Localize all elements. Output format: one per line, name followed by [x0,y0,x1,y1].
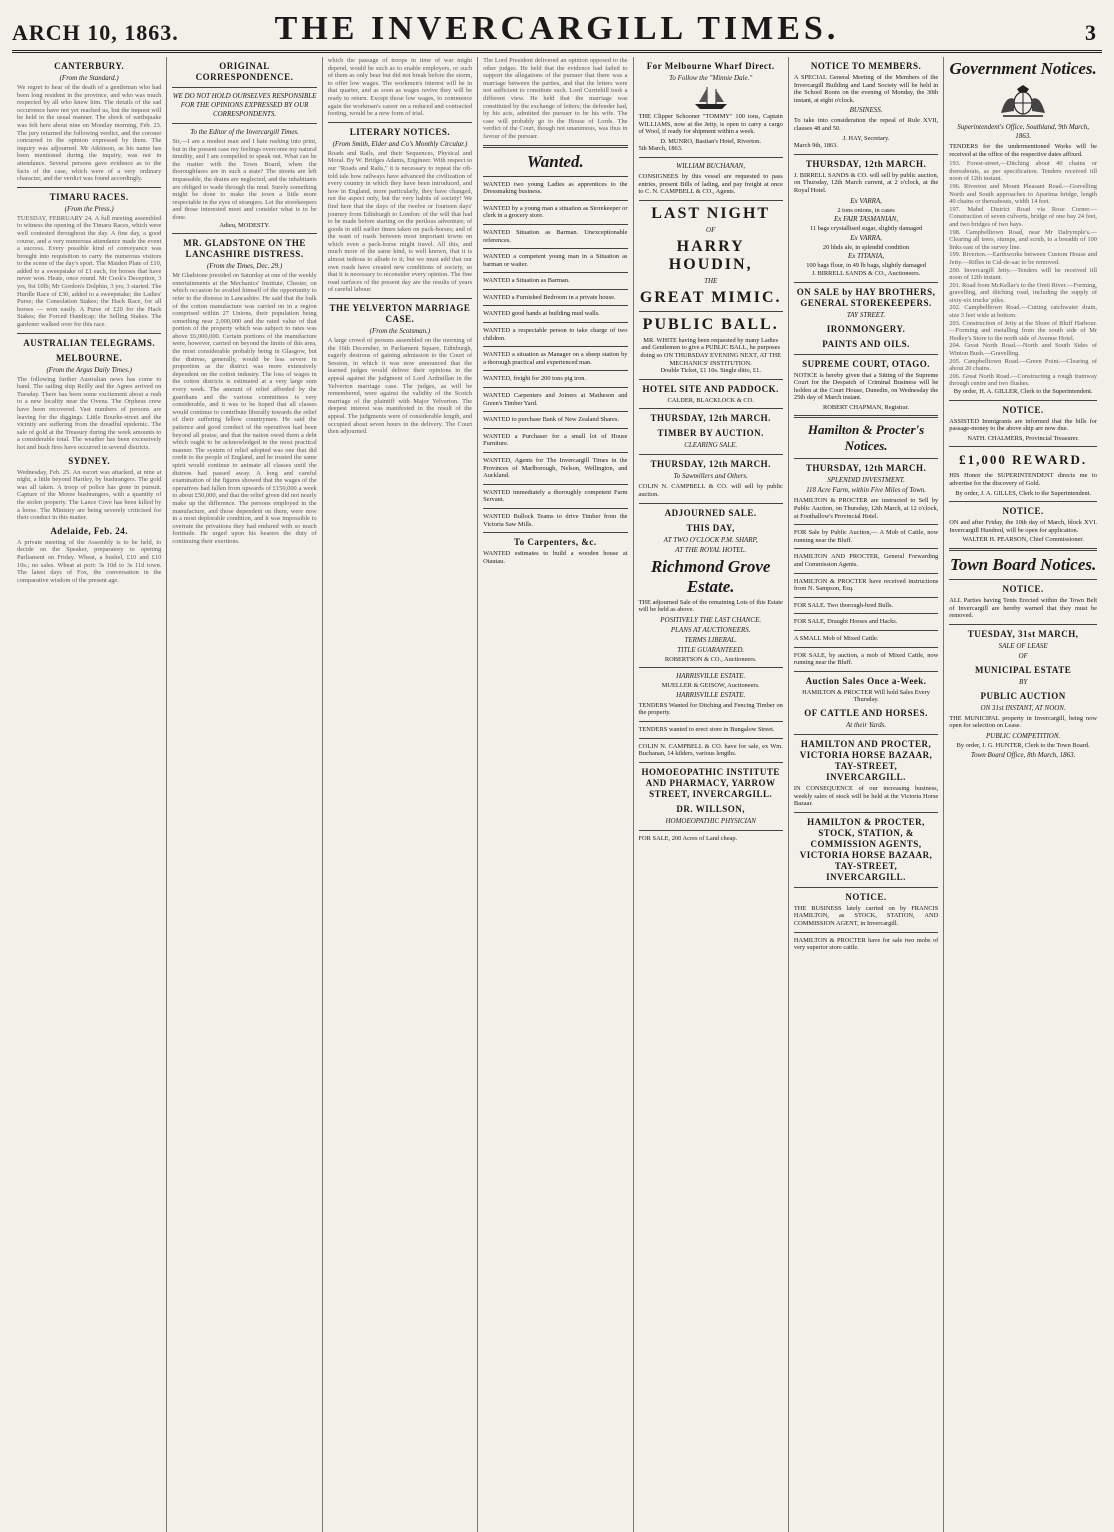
wanted-ad-10: WANTED, freight for 200 tons pig iron. [483,375,587,383]
campbell-sale: COLIN N. CAMPBELL & CO. have for sale, ex Wm. Buchanan, 14 kilders, various lengths. [638,742,783,758]
dr-willson: DR. WILLSON, [676,803,745,814]
ex-varra-2: Ex VARRA, [850,233,882,242]
hp-ad-9: HAMILTON & PROCTER Will hold Sales Every Thursday. [802,688,930,704]
wanted-ad-3: WANTED Situation as Barman. Unexceptionable references. [483,228,628,244]
business-hamilton: THE BUSINESS lately carried on by FRANCIS HAMILTON, as STOCK, STATION, AND COMMISSION AGENT, in Invercargill. [793,904,939,927]
municipal-text: THE MUNICIPAL property in Invercargill, being now open for selection on Lease. [949,714,1098,730]
richmond-text: THE adjourned Sale of the remaining Lots of this Estate will be held as above. [638,598,783,614]
newspaper-title: THE INVERCARGILL TIMES. [274,10,840,47]
wanted-ad-6: WANTED a Furnished Bedroom in a private house. [483,293,616,301]
heading-government-notices: Government Notices. [949,59,1097,78]
ex-titania-text: 100 bags flour, in 49 lb bags, slightly damaged [806,262,926,270]
hp-ad-1: HAMILTON & PROCTER are instructed to Sell by Public Auction, on Thursday, 12th March, at 12 o'clock, at Foothallow's Provincial Hotel. [793,497,939,520]
heading-town-board-notices: Town Board Notices. [950,554,1097,574]
ex-varra-1-text: 2 tons onions, in cases [837,206,895,214]
notice-members-text: A SPECIAL General Meeting of the Members of the Invercargill Building and Land Society will be held in the School Room on the evening of Monday, the 30th instant, at eight o'clock. [793,74,939,104]
race-results: TUESDAY, FEBRUARY 24. A full meeting assembled to witness the opening of the Timaru Races, which were well contested throughout the day. A fine day, a good course, and a very numerous attendance made the event a success. Every possible kind of conveyance was brought into requisition to carry the numerous visitors to the scene of the day's sport. The Maiden Plate of £10, added to a sweepstake of £1 each, for horses that have never won. Heats, once round. Mr Cook's Deception, 3 yrs, 9st 10lb; Mr Gordon's Dolphin, 3 yrs; 3 started. The Hurdle Race of £30, added to a sweepstake; the Ladies' Purse; the Consolation Stakes; the Hack Race, for all horses — won easily. A Purse of £20 for the Hack Stakes; the Forced Handicap; the Selling Stakes. The gardener walked over for this race. [17,214,162,329]
thursday-12th-march-2: THURSDAY, 12th MARCH. [650,459,771,470]
notice-1-text: ASSISTED Immigrants are informed that the bills for passage-money to the above ship are now due. [949,417,1098,433]
thursday-12-march-2: THURSDAY, 12th MARCH. [805,463,927,474]
wanted-ad-16: WANTED Bullock Teams to drive Timber from the Victoria Saw Mills. [483,512,628,528]
notice-3: NOTICE. [1002,583,1044,594]
word-the: THE [704,276,718,285]
column-5 [634,57,789,1532]
adelaide-telegrams: A private meeting of the Assembly is to be held, to decide on the Speaker, preparatory to opening Parliament on Friday. Wheat, a bushel, £10 and £10 10s.; no sales. Wheat at port: 3s 10d to 3s 11d town. The latest days of Fox, the conversation in the comparative wisdom of the present age. [17,538,162,584]
chalmers: NATH. CHALMERS, Provincial Treasurer. [967,434,1079,442]
hamilton-procter-notices: Hamilton & Procter's Notices. [807,422,925,454]
source-argus: (From the Argus Daily Times.) [46,365,132,374]
page-number: 3 [1085,20,1096,45]
hp-ad-2: FOR Sale by Public Auction,— A Mob of Cattle, now running near the Bluff. [793,529,939,544]
acre-farm: 118 Acre Farm, within Five Miles of Town. [806,486,927,495]
reward-1000: £1,000 REWARD. [959,452,1088,468]
literary-notices-text: Roads and Rails, and their Sequences, Physical and Moral. By W. Bridges Adams, Engineer. With respect to our "Roads and Rails," it is necessary to repeat the oft-told tale how railways have advanced the civilization of every country in which they have been introduced, and how in England, more particularly, they have changed, not the aspect only, but the very habits of society! We find here that the days of the twelve or fourteen days' journey from Edinburgh to London: of the will that had to be made before starting on the perilous adventure; of goods in still earlier times taken on pack-horses; and of the want of roads between most important towns on which even a pack-horse might travel. All this, and much more of the same kind, is well known, that it is almost tedious to allude to it; but we must add that our own roads have created new conditions of society, so that it is necessary to reconsider every opinion. The fine road surfaces of the present day are the results of years of careful labour. [327,149,473,294]
agent-munro: D. MUNRO, Bastian's Hotel, Riverton. [660,137,761,145]
ironmongery: IRONMONGERY. [826,323,906,334]
heading-melbourne-wharf: For Melbourne Wharf Direct. [646,61,775,71]
column-7 [944,57,1102,1532]
birrell-auctioneers: J. BIRRELL SANDS & CO., Auctioneers. [811,269,921,277]
to-sawmillers: To Sawmillers and Others. [673,472,748,481]
richmond-grove: Richmond Grove Estate. [650,556,771,596]
plans: PLANS AT AUCTIONEERS. [670,625,751,634]
ex-titania: Ex TITANIA, [848,252,885,261]
thursday-march-12: THURSDAY, 12th MARCH. [805,158,927,169]
heading-canterbury: CANTERBURY. [54,61,125,71]
column-3 [323,57,478,1532]
town-board-office: Town Board Office, 8th March, 1863. [970,750,1076,759]
word-of: OF [706,225,716,234]
ball-text: MR. WHITE having been requested by many Ladies and Gentlemen to give a PUBLIC BALL, he purposes doing so ON THURSDAY EVENING NEXT, AT THE MECHANICS' INSTITUTION. [640,336,782,367]
land-sale: FOR SALE, 200 Acres of Land cheap. [638,834,738,842]
notice-1: NOTICE. [1002,404,1044,415]
column-6 [789,57,944,1532]
letter-signature: Adieu, MODESTY. [219,221,270,229]
wanted-ad-5: WANTED a Situation as Barman. [483,277,570,285]
column-3-lead: which the passage of troops in time of war might depend, would be such as to enable employers, or such of them as only bear but did not break before the storm, to offer low wages. The workmen's interest will be in that quarter, and as soon as wages revive they will be ready to return. Except those low wages, to commence again the workman's career on a reduced and contracted footing, would be a new form of trial. [327,57,473,118]
body-text: We regret to hear of the death of a gentleman who had been long resident in the province, and who was much respected by all who knew him. The details of the sad occurrence have not yet reached us, but the inquest will be held in the usual manner. The shock of earthquake was felt here about nine on Monday morning, Feb. 23. The jury returned the following verdict, and the coroner concurred in the opinion expressed by them. The inquiry was adjourned. Mr Atkinson, as his name has been mentioned during the inquiry, was not in attendance. Several persons gave evidence as to the facts of the case, which were of a very ordinary character, and the verdict was found accordingly. [17,84,162,183]
wanted-ad-7: WANTED good hands at building mud walls. [483,310,600,318]
robert-chapman: ROBERT CHAPMAN, Registrar. [822,403,910,411]
tender-list: 193. Forest-street,—Ditching about 40 chains or thereabouts, as per specification. Tenders received till noon of 12th instant. 196. Riverton and Mount Pleasant Road.—Gravelling North and South approaches to Aparima bridge, length 40 chains or thereabouts, width 14 feet. 197. Mabel District Road via Rose Corner.—Construction of seven culverts, bridge of one bay 24 feet, and two bridges of two bays. 198. Campbelltown Road, near Mr Dalrymple's.—Clearing all trees, stumps, and scrub, to a breadth of 100 links east of the survey line. 199. Riverton.—Earthworks between Custom House and Jetty.—Rifles in Cul-de-sac to be removed. 200. Invercargill Jetty.—Tenders will be received till noon of 12th instant. 201. Road from McKellar's to the Oreti River.—Forming, gravelling, and ditching road, including the supply of sixty-six trucks' piles. 202. Campbelltown Road.—Cutting catchwater drain, size 3 feet wide at bottom. 203. Construction of Jetty at the Shore of Bluff Harbour.—Forming and metalling from the south side of Mr Hedley's Store to the north side of Avenue Hotel. 204. Great North Road.—North and South Sides of Winton Bush.—Gravelling. 205. Campbelltown Road.—Green Point.—Clearing of about 20 chains. 206. Great North Road.—Constructing a rough tramway through centre and two flushes. [949,160,1098,388]
hotel-site-paddock: HOTEL SITE AND PADDOCK. [642,383,779,394]
source-smith-elder: (From Smith, Elder and Co's Monthly Circular.) [332,139,468,148]
wanted-ad-2: WANTED by a young man a situation as Storekeeper or clerk in a grocery store. [483,204,628,220]
business-heading: BUSINESS. [849,106,883,115]
wanted-ad-15: WANTED immediately a thoroughly competent Farm Servant. [483,488,628,504]
municipal-estate: MUNICIPAL ESTATE [975,664,1072,675]
yelverton-continued: The Lord President delivered an opinion opposed to the other judges. He held that the evidence had failed to support the allegations of the pursuer that there was a marriage between the parties, and that the letters were not sufficient to constitute such. Lord Curriehill took a different view. He held that the marriage was constituted by the exchange of letters; the defender had, by his acts, admitted the pursuer to be his wife. The case will probably go to the House of Lords. The verdict of the Court, though not unanimous, was thus in favour of the pursuer. [483,57,628,140]
letter-body: Sir,—I am a modest man and I hate rushing into print, but in the present case my feelings overcome my natural timidity, and I am compelled to speak out. What can be the matter with the Town Board, when the thoroughfares are in such a state? The streets are left impassable, the drains are neglected, and the inhabitants are obliged to wade through the mud. Surely something might be done to make the town a little more respectable in the eyes of strangers. Let the storekeepers and those interested meet and consider what is to be done. [172,138,317,221]
yelverton-article: A large crowd of persons assembled on the morning of the 16th December, in Parliament Square, Edinburgh, eagerly desirous of gaining admission to the Court of Session, in which it was now announced that the learned judges would deliver their opinions in the appeal against the judgment of Lord Ardmillan in the Yelverton marriage case. The judges, as will be remembered, were against the validity of the Scotch marriage of the plaintiff with Major Yelverton. The deepest interest was manifested in the result of the appeal. The judgments were of considerable length, and occupied about seven hours in the delivery. The Court then adjourned. [327,337,473,436]
hp-ad-4: HAMILTON & PROCTER have received instructions from N. Sampson, Esq. [793,577,939,593]
heading-australian-telegrams: AUSTRALIAN TELEGRAMS. [23,337,156,348]
business-text: To take into consideration the repeal of Rule XVII, clauses 48 and 50. [793,117,939,132]
calder-blacklock: CALDER, BLACKLOCK & CO. [667,396,754,404]
notice-2-text: ON and after Friday, the 10th day of March, block XVI. Invercargill Hundred, will be open for application. [949,519,1098,534]
ex-fair-tasmanian-text: 11 bags crystallised sugar, slightly damaged [809,225,923,233]
birrell-sands-auction: J. BIRRELL SANDS & CO. will sell by public auction, on Thursday, 12th March current, at 2 o'clock, at the Royal Hotel. [793,171,939,194]
supreme-court: SUPREME COURT, OTAGO. [802,358,930,369]
heading-yelverton-marriage: THE YELVERTON MARRIAGE CASE. [329,303,471,325]
heading-wanted: Wanted. [526,151,584,171]
hp-ad-11: HAMILTON & PROCTER have for sale two mobs of very superior store cattle. [793,936,939,952]
harrisville-2: HARRISVILLE ESTATE. [676,690,746,699]
wanted-ad-14: WANTED, Agents for The Invercargill Times in the Provinces of Marlborough, Nelson, Wellington, and Auckland. [483,457,628,480]
source-times: (From the Times, Dec. 29.) [206,262,283,271]
two-oclock: AT TWO O'CLOCK P.M. SHARP, [663,535,758,544]
campbell-auction: COLIN N. CAMPBELL & CO. will sell by public auction. [638,483,783,498]
robertson: ROBERTSON & CO., Auctioneers. [664,655,757,663]
wanted-ad-4: WANTED a competent young man in a Situation as barman or waiter. [483,253,628,268]
royal-hotel: AT THE ROYAL HOTEL. [675,545,747,554]
notice-2: NOTICE. [1002,506,1044,517]
victoria-bazaar: HAMILTON AND PROCTER, VICTORIA HORSE BAZAAR, TAY-STREET, INVERCARGILL. [799,738,933,782]
clearing-sale: CLEARING SALE. [684,441,738,450]
heading-literary-notices: LITERARY NOTICES. [349,126,451,137]
timber-auction: TIMBER BY AUCTION. [657,428,764,439]
tenders-works: TENDERS for the undermentioned Works will be received at the office of the respective dates affixed. [949,143,1098,158]
mueller-geisow: MUELLER & GEISOW, Auctioneers. [661,682,760,690]
public-competition: PUBLIC COMPETITION. [985,731,1061,740]
great-mimic: GREAT MIMIC. [639,288,782,306]
homoeopathic: HOMOEOPATHIC INSTITUTE AND PHARMACY, YARROW STREET, INVERCARGILL. [641,766,780,799]
consignees-notice: CONSIGNEES by this vessel are requested to pass entries, present Bills of lading, and pay freight at once to C. N. CAMPBELL & CO., Agents. [638,172,783,196]
public-auction: PUBLIC AUCTION [980,690,1066,701]
heading-original-correspondence: ORIGINAL CORRESPONDENCE. [195,61,294,82]
cattle-horses: OF CATTLE AND HORSES. [804,707,928,718]
notice-3-text: ALL Parties having Tents Erected within the Town Belt of Invercargill are hereby warned that they must be removed. [949,596,1098,620]
wanted-ad-11: WANTED Carpenters and Joiners at Matheson and Green's Timber Yard. [483,392,628,407]
source-standard: (From the Standard.) [59,74,119,82]
march-9th: March 9th, 1863. [793,142,838,150]
word-by: BY [1019,677,1028,686]
letter-salutation: To the Editor of the Invercargill Times. [190,128,299,136]
tenders-store: TENDERS wanted to erect store in Bungalow Street. [638,726,775,734]
column-1 [12,57,167,1532]
source-press: (From the Press.) [64,204,114,213]
source-scotsman: (From the Scotsman.) [369,327,431,336]
heading-adelaide: Adelaide, Feb. 24. [50,525,129,536]
wanted-ad-17: WANTED estimates to build a wooden house at Otautau. [483,550,628,565]
last-night: LAST NIGHT [651,204,771,222]
reward-text: HIS Honor the SUPERINTENDENT directs me to advertise for the discovery of Gold. [949,472,1098,487]
melbourne-telegrams: The following further Australian news has come to hand. The sailing ship Reilly and the Agnes arrived on Tuesday. There has been some excitement about a rush to a new locality near the Ovens. The Orpheus crew have been recovered. Vast numbers of persons are leaving for the diggings. Little Bourke-street and the vicinity are suffering from the dreadful epidemic. The sale of gold at the Treasury during the week amounts to a considerable total. The weather has been excessively hot and bush fires have occurred in several districts. [17,375,162,451]
ex-varra-1: Ex VARRA, [850,196,882,205]
hay-secretary: J. HAY, Secretary. [842,134,890,142]
paints-oils: PAINTS AND OILS. [822,338,910,349]
royal-coat-of-arms-icon [997,83,1049,119]
ship-william-buchanan: WILLIAM BUCHANAN, [676,161,746,170]
heading-sydney: SYDNEY. [68,455,111,466]
at-yards: At their Yards. [845,720,887,729]
splendid-investment: SPLENDID INVESTMENT. [827,476,905,485]
tuesday-31st: TUESDAY, 31st MARCH, [967,628,1079,639]
column-2 [167,57,322,1532]
wanted-ad-8: WANTED a respectable person to take charge of two children. [483,327,628,342]
hp-ad-3: HAMILTON AND PROCTER, General Forwarding and Commission Agents. [793,553,939,569]
gladstone-article: Mr Gladstone presided on Saturday at one of the weekly entertainments at the Mechanics' Institute, Chester, on which occasion he availed himself of the opportunity to refer to the distress in Lancashire. He said that the bulk of the cotton manufacture was carried on in a region comprised within 27 Unions, their population being something near 2,000,000 and the rated value of that portion of the property which was subject to rates was above £6,000,000. Certain portions of the manufacture were, however, carried on beyond the limits of this area, the most considerable probably being in Glasgow, but the distress, generally, would be less severe in proportion as the district was more extensively dependent on the cotton industry. The loss of wages in the cotton districts is estimated at a very large sum every week. The amount of relief afforded by the guardians and the various committees is very considerable, and it was to be hoped that all classes would continue to contribute liberally towards the relief of their suffering fellow countrymen. He said the patience and good conduct of the operatives had been beyond all praise, and that the nation owed them a debt which ought to be acknowledged in the most practical manner. The system of relief adopted was one that did credit to the people of England, and he trusted the same spirit would continue to animate all classes until the distress had passed away. A long and careful examination of the figures showed that the wages of the operatives had fallen from upwards of £150,000 a week to about £50,000, and that the relief given did not nearly make up the difference. The persons employed in the manufacture, and those dependent on them, were now in a most deplorable condition, and it was impossible to overrate the privations they had endured with so much fortitude. He urged upon his hearers the duty of continuing their exertions. [172,272,317,545]
consequence: IN CONSEQUENCE of our increasing business, weekly sales of stock will be held at the Victoria Horse Bazaar. [793,784,939,808]
column-4 [478,57,633,1532]
date-march-5: 5th March, 1863. [638,145,683,153]
homoeopathic-physician: HOMOEOPATHIC PHYSICIAN [665,816,756,825]
tay-street: TAY STREET. [846,310,886,319]
terms: TERMS LIBERAL. [684,635,737,644]
ticket-prices: Double Ticket, £1 10s. Single ditto, £1. [660,367,761,375]
hp-ad-8: FOR SALE, by auction, a mob of Mixed Cattle, now running near the Bluff. [793,651,939,667]
ship-icon [693,85,729,111]
heading-carpenters: To Carpenters, &c. [513,537,597,548]
hp-ad-6: FOR SALE, Draught Horses and Hacks. [793,618,898,626]
hp-ad-7: A SMALL Mob of Mixed Cattle. [793,635,879,642]
notice-to-members: NOTICE TO MEMBERS. [810,61,922,71]
schooner-tommy: THE Clipper Schooner "TOMMY" 100 tons, Captain WILLIAMS, now at the Jetty, is open to carry a cargo of Wool, if ready for shipment within a week. [638,113,783,136]
last-chance: POSITIVELY THE LAST CHANCE. [660,615,762,624]
word-of-2: OF [1018,651,1028,660]
gilles-sign-1: By order, H. A. GILLER, Clerk to the Superintendent. [953,388,1093,395]
wanted-ad-1: WANTED two young Ladies as apprentices to the Dressmaking business. [483,180,628,196]
harrisville-1: HARRISVILLE ESTATE. [676,672,746,681]
notice-business: NOTICE. [845,891,887,902]
superintendent-office: Superintendent's Office, Southland, 9th March, 1863. [957,123,1089,140]
pearson: WALTER H. PEARSON, Chief Commissioner. [962,536,1084,544]
title-guaranteed: TITLE GUARANTEED. [677,645,745,654]
supreme-court-text: NOTICE is hereby given that a Sitting of the Supreme Court for the Despatch of Criminal Business will be holden at the Court House, Dunedin, on Wednesday the 25th day of March instant. [793,371,939,402]
sydney-telegrams: Wednesday, Feb. 25. An escort was attacked, at nine at night, a little beyond Hartley, by bushrangers. The gold was all taken. A troop of police has gone in pursuit. Capture of the Moree bushrangers, with a quantity of the stolen property. The Lance Cove has been killed by a horse. The Ministry are being severely criticised for their conduct in this matter. [17,468,162,522]
this-day: THIS DAY, [686,522,735,533]
ex-fair-tasmanian: Ex FAIR TASMANIAN, [834,215,899,224]
wanted-ad-12: WANTED to purchase Bank of New Zealand Shares. [483,416,620,424]
hp-ad-5: FOR SALE. Two thorough-bred Bulls. [793,601,894,609]
gilles-sign-2: By order, J. A. GILLES, Clerk to the Superintendent. [955,489,1092,497]
at-noon: ON 31st INSTANT, AT NOON. [980,703,1066,712]
wanted-ad-9: WANTED a situation as Manager on a sheep station by a thorough practical and experienced man. [483,351,628,366]
masthead [12,10,1102,53]
wanted-ad-13: WANTED a Purchaser for a small lot of House Furniture. [483,432,628,448]
heading-timaru-races: TIMARU RACES. [49,191,129,202]
auction-once-week: Auction Sales Once a-Week. [805,675,927,686]
hp-stock-station: HAMILTON & PROCTER, STOCK, STATION, & COMMISSION AGENTS, VICTORIA HORSE BAZAAR, TAY-STREET, INVERCARGILL. [799,816,933,882]
issue-date: ARCH 10, 1863. [12,20,179,45]
public-ball: PUBLIC BALL. [642,315,779,333]
heading-melbourne: MELBOURNE. [56,352,123,363]
harry-houdin: HARRY HOUDIN, [668,237,753,273]
disclaimer: WE DO NOT HOLD OURSELVES RESPONSIBLE FOR THE OPINIONS EXPRESSED BY OUR CORRESPONDENTS. [172,92,317,118]
ex-varra-2-text: 20 hhds ale, in splendid condition [822,243,910,251]
hunter-clerk: By order, J. G. HUNTER, Clerk to the Town Board. [956,741,1090,749]
adjourned-sale: ADJOURNED SALE. [664,507,757,518]
hay-brothers: ON SALE by HAY BROTHERS, GENERAL STOREKEEPERS. [796,286,936,308]
heading-gladstone: MR. GLADSTONE ON THE LANCASHIRE DISTRESS. [183,238,306,260]
sale-of-lease: SALE OF LEASE [998,641,1048,650]
subheading-minnie-dale: To Follow the "Minnie Dale." [669,74,753,82]
thursday-12th-march: THURSDAY, 12th MARCH. [650,413,771,424]
tenders-ditching: TENDERS Wanted for Ditching and Fencing Timber on the property. [638,701,783,717]
